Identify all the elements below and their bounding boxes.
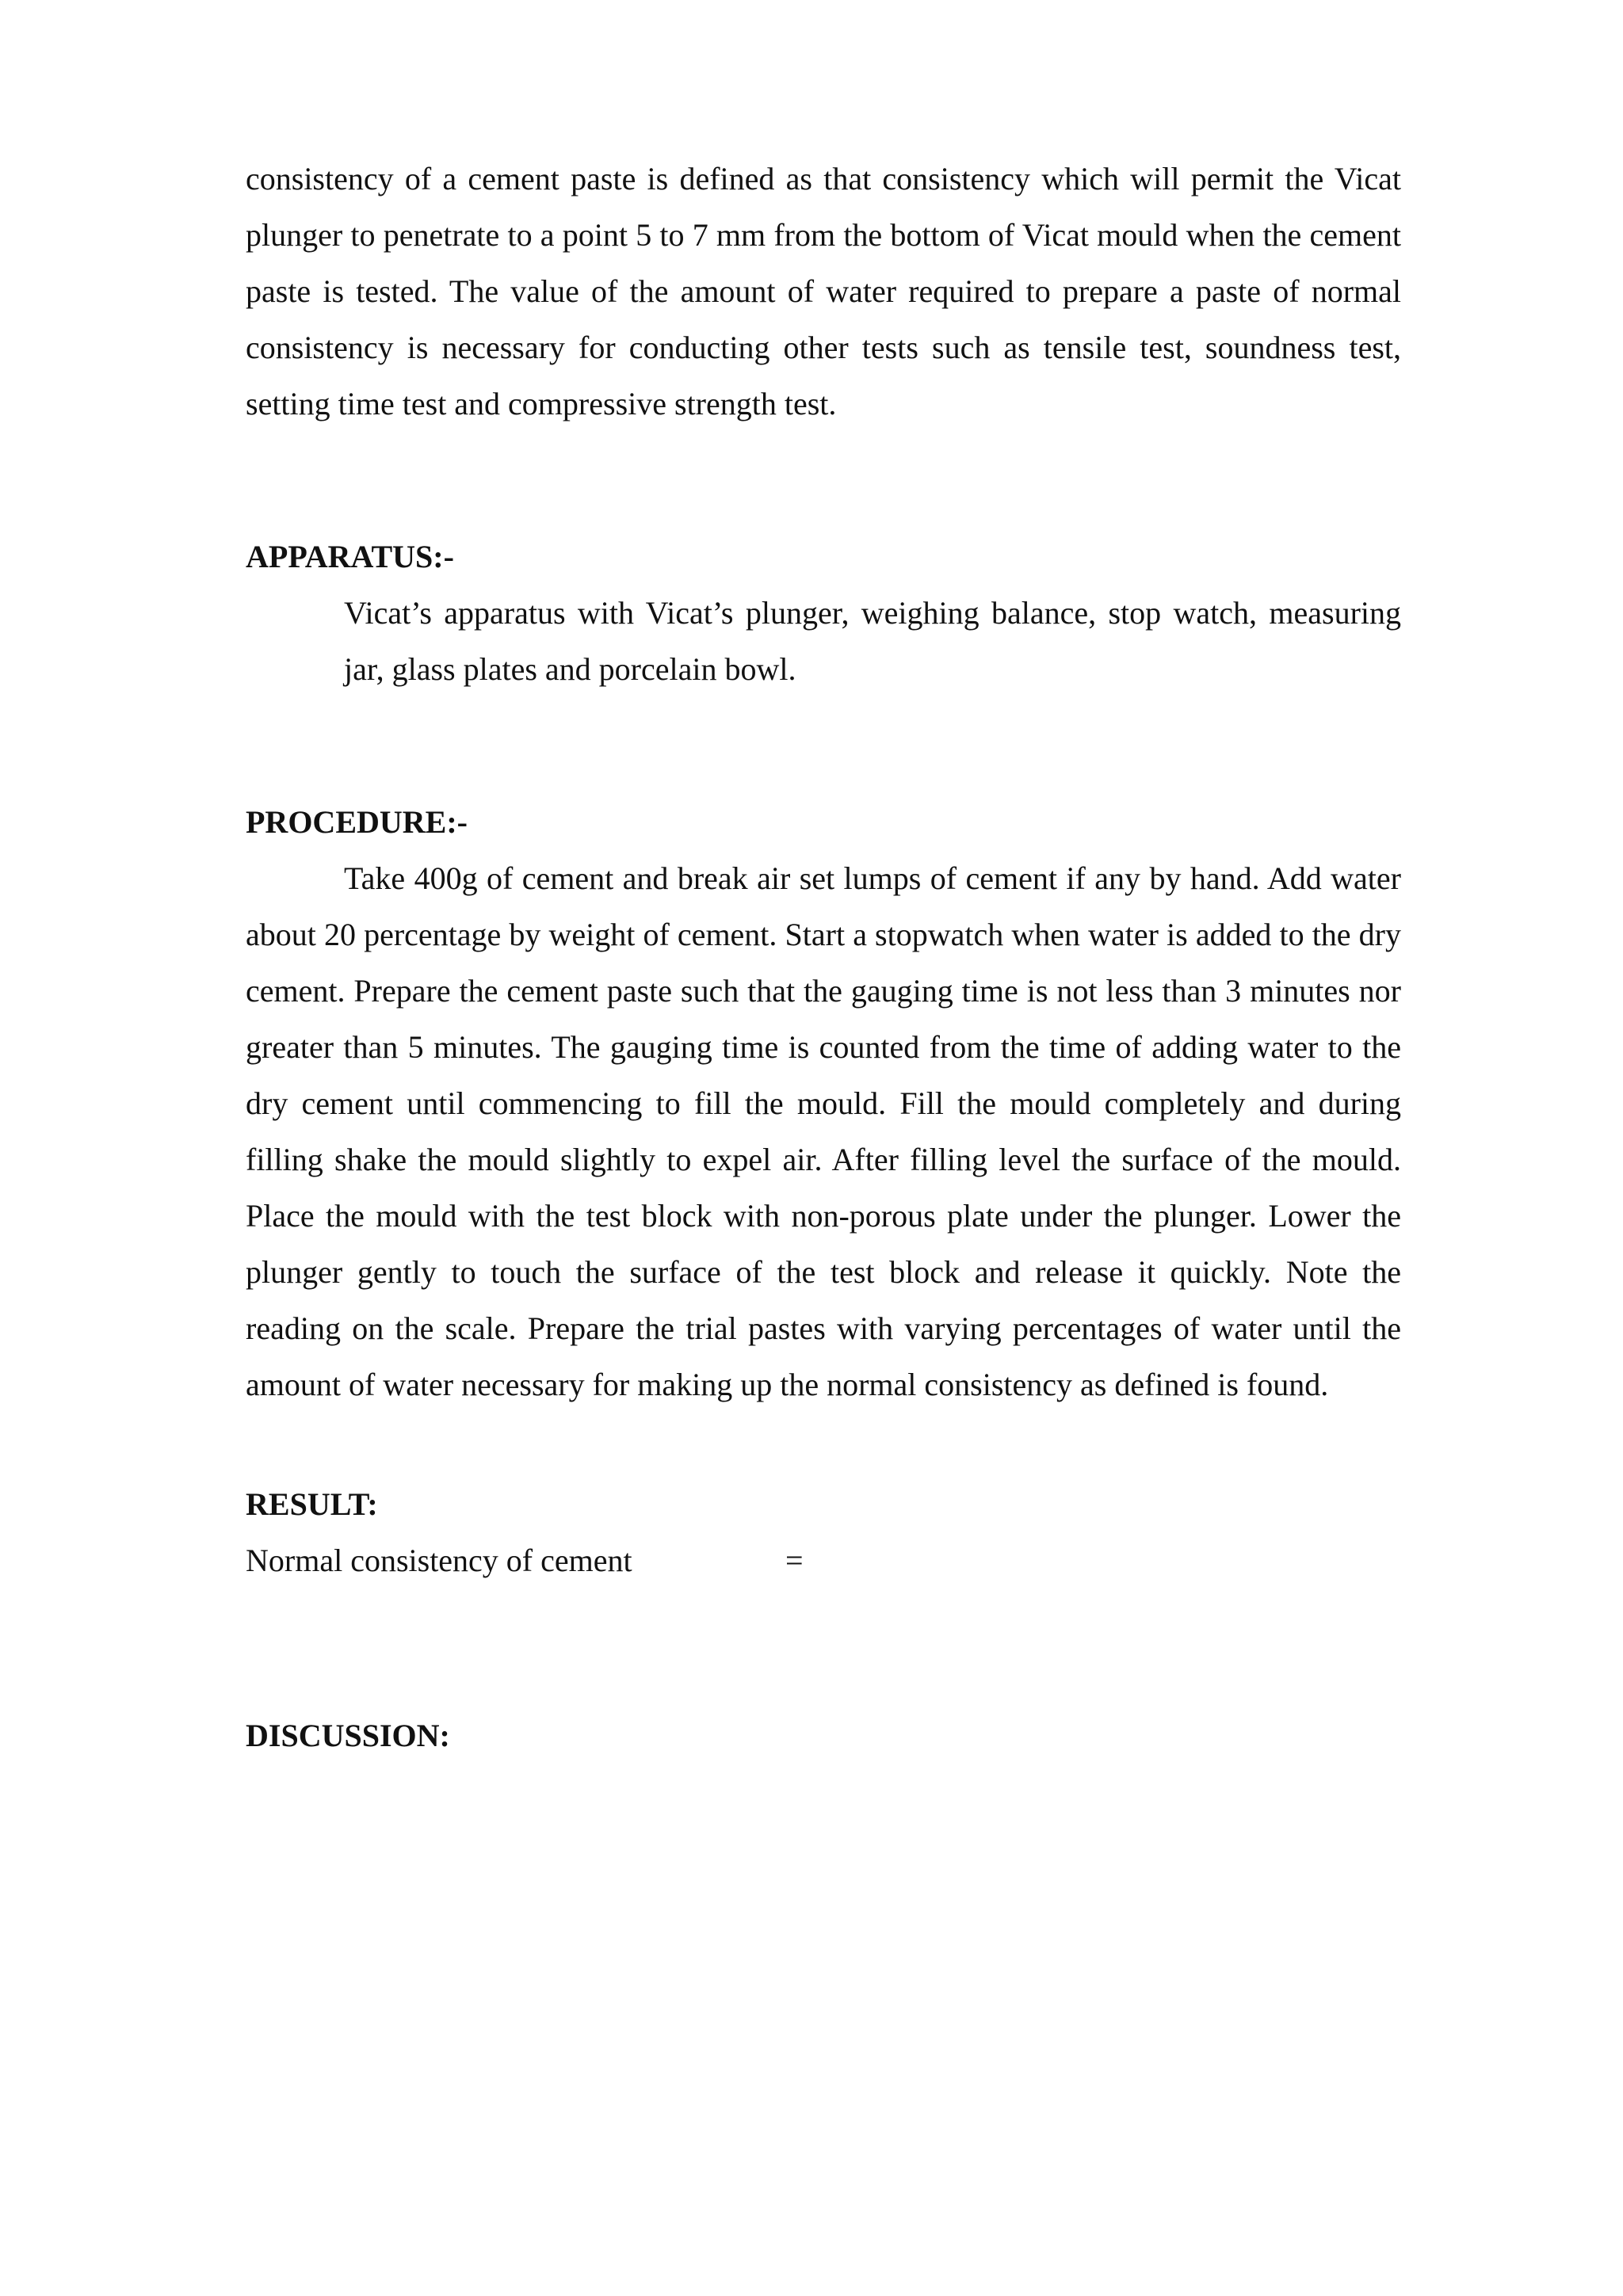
result-row — [246, 1532, 1401, 1589]
section-gap — [246, 1413, 1401, 1476]
intro-paragraph: consistency of a cement paste is defined as that consistency which will permit the Vicat plunger to penetrate to a point 5 to 7 mm from the bottom of Vicat mould when the cement paste is tested. The value of the amount of water required to prepare a paste of normal consistency is necessary for conducting other tests such as tensile test, soundness test, setting time test and compressive strength test. — [246, 161, 1401, 421]
result-heading: RESULT: — [246, 1486, 378, 1522]
result-equals-sign: = — [785, 1543, 804, 1578]
procedure-paragraph: Take 400g of cement and break air set lumps of cement if any by hand. Add water about 20 percentage by weight of cement. Start a stopwatch when water is added to the dry cement. Prepare the cement paste such that the gauging time is not less than 3 minutes nor greater than 5 minutes. The gauging time is counted from the time of adding water to the dry cement until commencing to fill the mould. Fill the mould completely and during filling shake the mould slightly to expel air. After filling level the surface of the mould. Place the mould with the test block with non-porous plate under the plunger. Lower the plunger gently to touch the surface of the test block and release it quickly. Note the reading on the scale. Prepare the trial pastes with varying percentages of water until the amount of water necessary for making up the normal consistency as defined is found. — [246, 860, 1401, 1402]
apparatus-paragraph: Vicat’s apparatus with Vicat’s plunger, weighing balance, stop watch, measuring jar, glass plates and porcelain bowl. — [344, 595, 1401, 687]
apparatus-heading: APPARATUS:- — [246, 539, 454, 574]
section-gap — [246, 1589, 1401, 1707]
result-label: Normal consistency of cement — [246, 1543, 632, 1578]
section-gap — [246, 432, 1401, 528]
discussion-heading: DISCUSSION: — [246, 1718, 450, 1753]
section-gap — [246, 697, 1401, 794]
procedure-heading: PROCEDURE:- — [246, 804, 468, 840]
document-content — [246, 151, 1401, 1764]
